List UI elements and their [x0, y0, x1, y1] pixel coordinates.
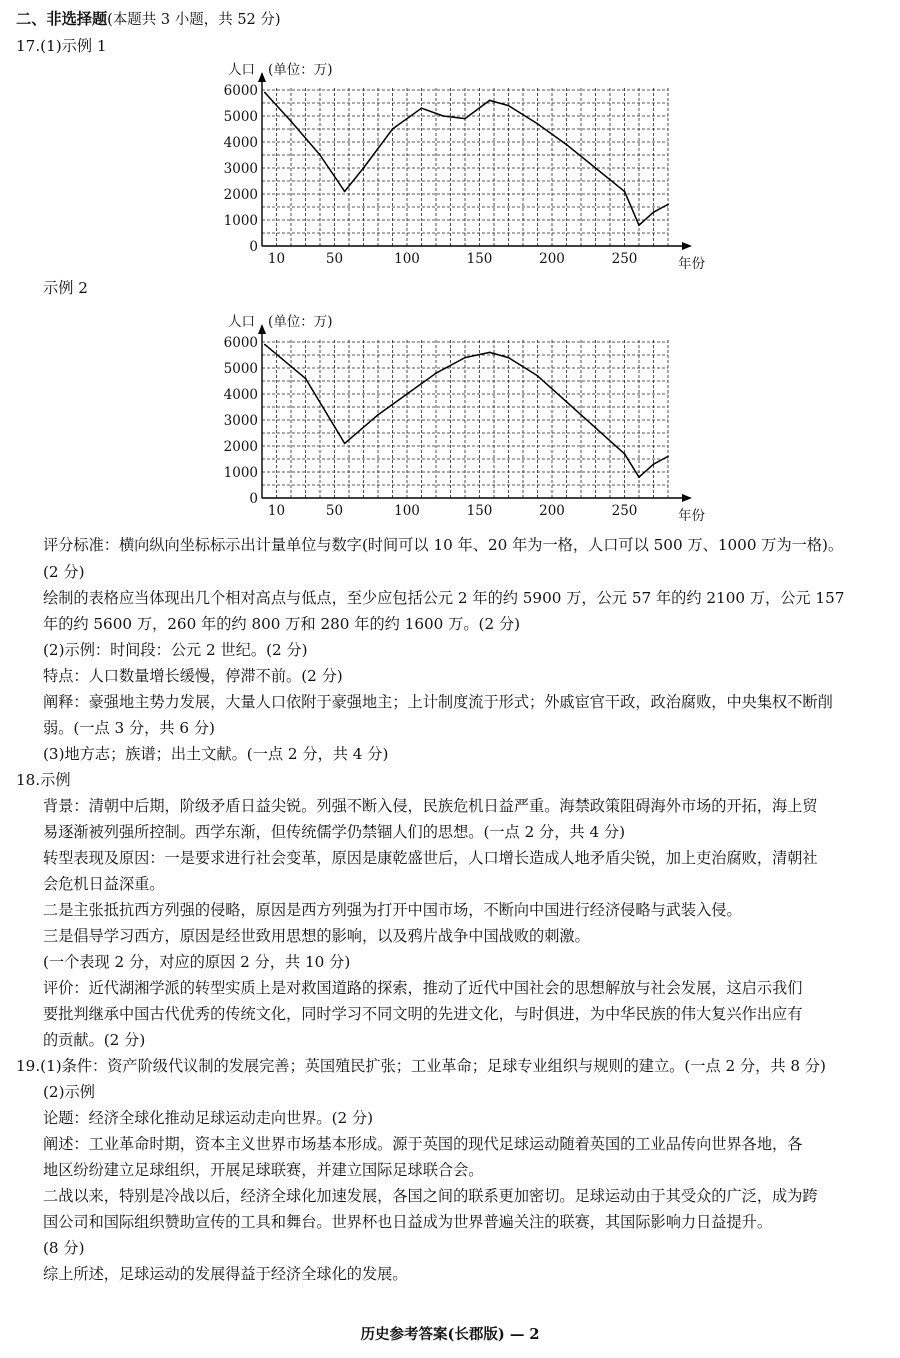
text-line: 易逐渐被列强所控制。西学东渐，但传统儒学仍禁锢人们的思想。(一点 2 分，共 4 分): [43, 823, 626, 841]
x-axis-label: 年份: [678, 256, 705, 272]
text-line: 背景：清朝中后期，阶级矛盾日益尖锐。列强不断入侵，民族危机日益严重。海禁政策阻碍海外市场的开拓，海上贸: [43, 797, 818, 815]
x-axis-arrow: [682, 242, 692, 250]
data-point: [489, 352, 491, 354]
y-axis-label: 人口: [228, 314, 255, 330]
data-point: [290, 120, 292, 122]
data-point: [464, 357, 466, 359]
data-point: [264, 92, 266, 94]
data-point: [363, 167, 365, 169]
text-line: (8 分): [43, 1239, 85, 1257]
data-point: [392, 128, 394, 130]
x-tick-label: 100: [394, 503, 420, 519]
page-footer: 历史参考答案(长郡版) — 2: [360, 1326, 540, 1343]
text-line: 会危机日益深重。: [43, 875, 165, 893]
q18-label: 18.示例: [16, 771, 71, 789]
text-line: 特点：人口数量增长缓慢，停滞不前。(2 分): [43, 667, 343, 685]
text-line: (2)示例: [43, 1083, 95, 1101]
text-line: 弱。(一点 3 分，共 6 分): [43, 719, 215, 737]
text-line: 论题：经济全球化推动足球运动走向世界。(2 分): [43, 1109, 374, 1127]
text-line: 绘制的表格应当体现出几个相对高点与低点，至少应包括公元 2 年的约 5900 万，公元 57 年的约 2100 万，公元 157: [43, 589, 845, 607]
x-tick-label: 50: [325, 251, 344, 267]
y-tick-label: 5000: [223, 361, 258, 377]
x-tick-label: 200: [539, 503, 565, 519]
x-tick-label: 250: [611, 251, 638, 267]
data-point: [667, 204, 669, 206]
y-tick-label: 4000: [223, 135, 258, 151]
section-heading: [16, 6, 886, 33]
data-point: [508, 357, 510, 359]
text-line: (一个表现 2 分，对应的原因 2 分，共 10 分): [43, 953, 351, 971]
x-axis-label: 年份: [678, 508, 705, 524]
data-point: [344, 191, 346, 193]
y-tick-label: 0: [249, 239, 258, 255]
data-point: [595, 167, 597, 169]
y-axis-label: 人口: [228, 62, 255, 78]
data-point: [508, 105, 510, 107]
series-line: [265, 93, 668, 226]
x-tick-label: 250: [611, 503, 638, 519]
example2-label: 示例 2: [43, 279, 88, 297]
text-line: 的贡献。(2 分): [43, 1031, 146, 1049]
section-heading-note: (本题共 3 小题，共 52 分): [107, 12, 281, 28]
y-tick-label: 4000: [223, 387, 258, 403]
chart-1: [220, 56, 710, 272]
y-tick-label: 6000: [223, 335, 258, 351]
data-point: [421, 107, 423, 109]
data-point: [638, 476, 640, 478]
data-point: [595, 427, 597, 429]
y-tick-label: 0: [249, 491, 258, 507]
data-point: [537, 123, 539, 125]
text-line: 阐释：豪强地主势力发展，大量人口依附于豪强地主；上计制度流于形式；外戚宦官干政，政治腐败，中央集权不断削: [43, 693, 833, 711]
text-line: (3)地方志；族谱；出土文献。(一点 2 分，共 4 分): [43, 745, 389, 763]
text-line: 国公司和国际组织赞助宣传的工具和舞台。世界杯也日益成为世界普遍关注的联赛，其国际影响力日益提升。: [43, 1213, 772, 1231]
text-line: 要批判继承中国古代优秀的传统文化，同时学习不同文明的先进文化，与时俱进，为中华民族的伟大复兴作出应有: [43, 1005, 803, 1023]
x-tick-label: 200: [539, 251, 565, 267]
chart-1-svg: [220, 56, 710, 272]
text-line: 转型表现及原因：一是要求进行社会变革，原因是康乾盛世后，人口增长造成人地矛盾尖锐，加上吏治腐败，清朝社: [43, 849, 818, 867]
data-point: [305, 378, 307, 380]
q19-label: 19.(1)条件：资产阶级代议制的发展完善；英国殖民扩张；工业革命；足球专业组织与规则的建立。(一点 2 分，共 8 分): [16, 1057, 826, 1075]
y-axis-arrow: [258, 324, 266, 334]
data-point: [344, 443, 346, 445]
series-line: [265, 345, 668, 478]
data-point: [566, 144, 568, 146]
data-point: [406, 393, 408, 395]
text-line: (2 分): [43, 563, 85, 581]
x-tick-label: 150: [466, 503, 493, 519]
data-point: [464, 118, 466, 120]
y-tick-label: 5000: [223, 109, 258, 125]
data-point: [624, 453, 626, 455]
text-line: 三是倡导学习西方，原因是经世致用思想的影响，以及鸦片战争中国战败的刺激。: [43, 927, 590, 945]
text-line: 阐述：工业革命时期，资本主义世界市场基本形成。源于英国的现代足球运动随着英国的工业品传向世界各地，各: [43, 1135, 803, 1153]
data-point: [319, 154, 321, 156]
x-tick-label: 150: [466, 251, 493, 267]
x-tick-label: 10: [267, 503, 286, 519]
data-point: [624, 191, 626, 193]
section-heading-title: 二、非选择题: [16, 10, 108, 28]
text-line: 综上所述，足球运动的发展得益于经济全球化的发展。: [43, 1265, 408, 1283]
data-point: [653, 463, 655, 465]
data-point: [435, 372, 437, 374]
data-point: [442, 115, 444, 117]
y-tick-label: 1000: [223, 213, 258, 229]
data-point: [537, 375, 539, 377]
text-line: 二是主张抵抗西方列强的侵略，原因是西方列强为打开中国市场，不断向中国进行经济侵略与武装入侵。: [43, 901, 742, 919]
data-point: [638, 224, 640, 226]
text-line: 二战以来，特别是冷战以后，经济全球化加速发展，各国之间的联系更加密切。足球运动由于其受众的广泛，成为跨: [43, 1187, 818, 1205]
chart-2: [220, 308, 710, 524]
text-line: 评分标准：横向纵向坐标标示出计量单位与数字(时间可以 10 年、20 年为一格，人口可以 500 万、1000 万为一格)。: [43, 536, 844, 554]
y-tick-label: 3000: [223, 413, 258, 429]
x-tick-label: 50: [325, 503, 344, 519]
text-line: 年的约 5600 万，260 年的约 800 万和 280 年的约 1600 万。(2 分): [43, 615, 521, 633]
data-point: [377, 414, 379, 416]
y-tick-label: 6000: [223, 83, 258, 99]
unit-label: (单位：万): [268, 62, 333, 78]
text-line: (2)示例：时间段：公元 2 世纪。(2 分): [43, 641, 308, 659]
x-tick-label: 100: [394, 251, 420, 267]
unit-label: (单位：万): [268, 314, 333, 330]
chart-2-svg: [220, 308, 710, 524]
y-tick-label: 2000: [223, 187, 258, 203]
data-point: [264, 344, 266, 346]
q17-label: 17.(1)示例 1: [16, 37, 107, 55]
x-axis-arrow: [682, 494, 692, 502]
text-line: 评价：近代湖湘学派的转型实质上是对救国道路的探索，推动了近代中国社会的思想解放与社会发展，这启示我们: [43, 979, 803, 997]
data-point: [566, 401, 568, 403]
text-line: 地区纷纷建立足球组织，开展足球联赛，并建立国际足球联合会。: [43, 1161, 484, 1179]
data-point: [667, 456, 669, 458]
y-tick-label: 1000: [223, 465, 258, 481]
data-point: [489, 100, 491, 102]
data-point: [653, 211, 655, 213]
y-tick-label: 2000: [223, 439, 258, 455]
y-axis-arrow: [258, 72, 266, 82]
y-tick-label: 3000: [223, 161, 258, 177]
x-tick-label: 10: [267, 251, 286, 267]
